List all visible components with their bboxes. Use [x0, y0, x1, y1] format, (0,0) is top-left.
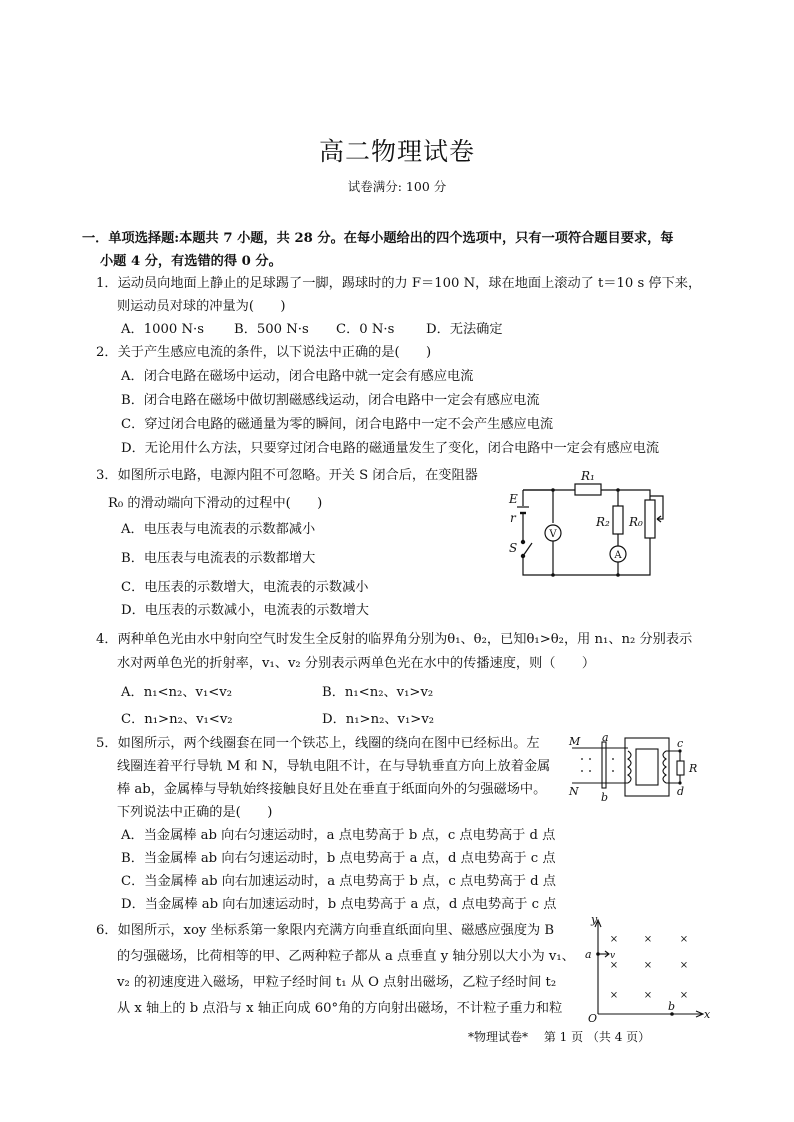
q5-option-b: B．当金属棒 ab 向右匀速运动时，b 点电势高于 a 点，d 点电势高于 c 点	[121, 851, 556, 866]
q2-option-d: D．无论用什么方法，只要穿过闭合电路的磁通量发生了变化，闭合电路中一定会有感应电流	[121, 441, 660, 456]
label-y: y	[591, 914, 598, 926]
q5-stem-line3: 棒 ab，金属棒与导轨始终接触良好且处在垂直于纸面向外的匀强磁场中。	[117, 782, 547, 797]
label-r2: R₂	[596, 515, 610, 529]
label-ammeter: A	[614, 550, 622, 561]
label-d: d	[677, 785, 685, 798]
q1-option-d: D．无法确定	[426, 322, 503, 337]
wire-top-right	[601, 490, 650, 500]
label-voltmeter: V	[549, 529, 557, 540]
q6-stem-line1: 6．如图所示，xoy 坐标系第一象限内充满方向垂直纸面向里、磁感应强度为 B	[96, 923, 555, 938]
q4-stem-line1: 4．两种单色光由水中射向空气时发生全反射的临界角分别为θ₁、θ₂，已知θ₁>θ₂，用 n₁、n₂ 分别表示	[96, 632, 693, 647]
q4-option-d: D．n₁>n₂、v₁>v₂	[322, 712, 435, 727]
right-coil	[663, 751, 666, 783]
label-b: b	[601, 791, 609, 804]
field-cross: ×	[679, 960, 689, 971]
label-e: E	[509, 492, 518, 506]
page-title: 高二物理试卷	[318, 137, 475, 166]
field-cross: ×	[679, 990, 689, 1001]
label-n: N	[569, 785, 579, 798]
q3-option-d: D．电压表的示数减小，电流表的示数增大	[121, 603, 369, 618]
q5-stem-line2: 线圈连着平行导轨 M 和 N，导轨电阻不计，在与导轨垂直方向上放着金属	[117, 759, 551, 774]
q5-option-d: D．当金属棒 ab 向右加速运动时，b 点电势高于 a 点，d 点电势高于 c 点	[121, 897, 557, 912]
q3-circuit-diagram	[505, 470, 675, 582]
q2-option-b: B．闭合电路在磁场中做切割磁感线运动，闭合电路中一定会有感应电流	[121, 393, 540, 408]
q2-option-c: C．穿过闭合电路的磁通量为零的瞬间，闭合电路中一定不会产生感应电流	[121, 417, 554, 432]
q5-stem-line1: 5．如图所示，两个线圈套在同一个铁芯上，线圈的绕向在图中已经标出。左	[96, 736, 540, 751]
q3-option-a: A．电压表与电流表的示数都减小	[121, 522, 316, 537]
q3-option-c: C．电压表的示数增大，电流表的示数减小	[121, 580, 369, 595]
q4-option-b: B．n₁<n₂、v₁>v₂	[322, 685, 434, 700]
q4-option-c: C．n₁>n₂、v₁<v₂	[121, 712, 233, 727]
label-s: S	[509, 541, 518, 555]
q5-option-c: C．当金属棒 ab 向右加速运动时，a 点电势高于 b 点，c 点电势高于 d 点	[121, 874, 556, 889]
field-cross: ×	[609, 960, 619, 971]
q1-option-a: A．1000 N·s	[121, 322, 204, 337]
q6-stem-line4: 从 x 轴上的 b 点沿与 x 轴正向成 60°角的方向射出磁场，不计粒子重力和粒	[117, 1001, 563, 1016]
q5-option-a: A．当金属棒 ab 向右匀速运动时，a 点电势高于 b 点，c 点电势高于 d 点	[121, 828, 556, 843]
wire-bottom	[523, 538, 650, 575]
q4-stem-line2: 水对两单色光的折射率，v₁、v₂ 分别表示两单色光在水中的传播速度，则（ ）	[117, 656, 596, 671]
label-a: a	[585, 948, 592, 961]
switch-lever	[523, 543, 532, 556]
field-cross: ×	[643, 990, 653, 1001]
page-footer: *物理试卷* 第 1 页 （共 4 页）	[468, 1030, 651, 1044]
field-cross: ×	[679, 934, 689, 945]
q1-option-c: C．0 N·s	[336, 322, 395, 337]
resistor-r1	[575, 484, 601, 495]
q3-stem-line2: R₀ 的滑动端向下滑动的过程中( )	[108, 496, 323, 511]
label-v: v	[610, 951, 616, 961]
q5-coil-rails-diagram	[568, 733, 708, 805]
label-r1: R₁	[581, 470, 595, 483]
field-cross: ×	[609, 934, 619, 945]
field-cross: ×	[643, 960, 653, 971]
q1-stem-line1: 1．运动员向地面上静止的足球踢了一脚，踢球时的力 F＝100 N，球在地面上滚动了 t＝10 s 停下来，	[96, 276, 702, 291]
q3-stem-line1: 3．如图所示电路，电源内阻不可忽略。开关 S 闭合后，在变阻器	[96, 468, 478, 483]
exam-full-score: 试卷满分: 100 分	[347, 179, 447, 194]
label-c: c	[677, 737, 684, 750]
left-coil	[628, 751, 631, 783]
q3-option-b: B．电压表与电流表的示数都增大	[121, 551, 316, 566]
label-origin: O	[588, 1012, 598, 1022]
q6-stem-line2: 的匀强磁场，比荷相等的甲、乙两种粒子都从 a 点垂直 y 轴分别以大小为 v₁、	[117, 949, 575, 964]
field-cross: ×	[609, 990, 619, 1001]
q5-stem-line4: 下列说法中正确的是( )	[117, 805, 273, 820]
q4-option-a: A．n₁<n₂、v₁<v₂	[121, 685, 233, 700]
section-heading-line2: 小题 4 分，有选错的得 0 分。	[100, 254, 282, 269]
iron-core-inner	[636, 749, 658, 785]
q2-option-a: A．闭合电路在磁场中运动，闭合电路中就一定会有感应电流	[121, 369, 474, 384]
section-heading-line1: 一．单项选择题:本题共 7 小题，共 28 分。在每小题给出的四个选项中，只有一项符合题目要求，每	[82, 231, 674, 246]
metal-rod-ab	[602, 742, 606, 788]
label-a: a	[602, 733, 609, 744]
label-r0: R₀	[629, 515, 643, 529]
resistor-r	[677, 761, 684, 775]
field-cross: ×	[643, 934, 653, 945]
label-r: R	[689, 762, 698, 775]
label-m: M	[569, 735, 581, 748]
iron-core-outer	[625, 738, 669, 796]
q1-option-b: B．500 N·s	[234, 322, 309, 337]
q2-stem: 2．关于产生感应电流的条件，以下说法中正确的是( )	[96, 345, 432, 360]
rheostat-r0	[645, 500, 655, 538]
label-r: r	[510, 511, 516, 525]
q6-stem-line3: v₂ 的初速度进入磁场，甲粒子经时间 t₁ 从 O 点射出磁场，乙粒子经时间 t₂	[117, 975, 557, 990]
q6-magnetic-field-diagram	[578, 914, 713, 1022]
resistor-r2	[613, 506, 623, 534]
label-x: x	[704, 1008, 711, 1021]
label-b: b	[668, 1000, 676, 1013]
q1-stem-line2: 则运动员对球的冲量为( )	[117, 299, 286, 314]
